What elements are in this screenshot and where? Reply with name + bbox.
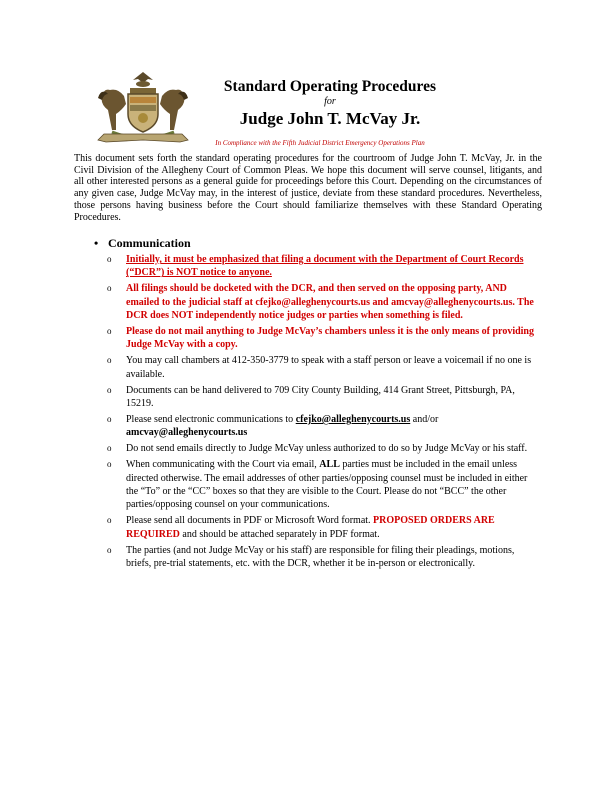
- title-for: for: [324, 96, 336, 107]
- circle-bullet-icon: o: [107, 443, 112, 454]
- title-block: [160, 78, 500, 129]
- circle-bullet-icon: o: [107, 355, 112, 366]
- item-text: The parties (and not Judge McVay or his staff) are responsible for filing their pleadings, motions, briefs, pre-trial statements, etc. with the DCR, whether it be in-person or electronically.: [126, 544, 515, 570]
- item-text: All filings should be docketed with the DCR, and then served on the opposing party, AND emailed to the judicial staff at cfejko@alleghenycourts.us and amcvay@alleghenycourts.us. The DCR does NOT independently notice judges or parties when something is filed.: [126, 283, 534, 322]
- item-text: and/or: [410, 413, 439, 425]
- item-text: You may call chambers at 412-350-3779 to speak with a staff person or leave a voicemail if no one is available.: [126, 355, 532, 380]
- item-text: Please send electronic communications to: [126, 413, 296, 425]
- item-text: When communicating with the Court via email,: [126, 459, 320, 471]
- list-item: [102, 544, 542, 571]
- item-text: and should be attached separately in PDF format.: [179, 528, 380, 540]
- compliance-note: In Compliance with the Fifth Judicial District Emergency Operations Plan: [215, 139, 425, 147]
- list-item: [102, 458, 542, 512]
- judge-name: Judge John T. McVay Jr.: [239, 109, 421, 128]
- circle-bullet-icon: o: [107, 413, 112, 424]
- section-title: Communication: [108, 236, 191, 250]
- circle-bullet-icon: o: [107, 544, 112, 555]
- circle-bullet-icon: o: [107, 254, 112, 264]
- email-link-amcvay[interactable]: amcvay@alleghenycourts.us: [126, 427, 248, 439]
- list-item: [102, 253, 542, 280]
- document-title: Standard Operating Procedures: [223, 78, 437, 95]
- intro-paragraph: This document sets forth the standard operating procedures for the courtroom of Judge John T. McVay, Jr. in the Civil Division of the Allegheny Court of Common Pleas. We hope this document will serve counsel, litigants, and all other interested persons as a general guide for proceedings before this Court. Depending on the circumstances of any given case, Judge McVay may, in the interest of justice, deviate from these standard procedures. Nevertheless, those persons having business before the Court should familiarize themselves with these Standard Operating Procedures.: [74, 153, 542, 223]
- list-item: [102, 514, 542, 541]
- bullet-icon: •: [94, 236, 99, 250]
- circle-bullet-icon: o: [107, 326, 112, 337]
- circle-bullet-icon: o: [107, 515, 112, 526]
- circle-bullet-icon: o: [107, 459, 112, 470]
- list-item: [102, 442, 542, 455]
- list-item: [102, 282, 542, 322]
- circle-bullet-icon: o: [107, 283, 112, 294]
- item-text: Please send all documents in PDF or Microsoft Word format.: [126, 515, 374, 527]
- list-item: [102, 325, 542, 352]
- item-text: Documents can be hand delivered to 709 City County Building, 414 Grant Street, Pittsburgh, PA, 15219.: [126, 384, 515, 410]
- communication-list: [102, 253, 542, 573]
- list-item: [102, 354, 542, 381]
- list-item: [102, 413, 542, 440]
- item-emphasis: PROPOSED ORDERS ARE REQUIRED: [126, 515, 495, 540]
- section-heading-communication: [94, 236, 191, 250]
- item-text: parties must be included in the email unless directed otherwise. The email addresses of other parties/opposing counsel must be included in either the “To” or the “CC” boxes so that they are visible to the Court. Please do not “BCC” the other parties/opposing counsel on your communications.: [126, 459, 528, 511]
- item-text: Initially, it must be emphasized that filing a document with the Department of Court Records (“DCR”) is NOT notice to anyone.: [126, 254, 524, 279]
- circle-bullet-icon: o: [107, 384, 112, 395]
- item-text: Please do not mail anything to Judge McVay’s chambers unless it is the only means of providing Judge McVay with a copy.: [126, 326, 534, 351]
- item-emphasis: ALL: [319, 459, 340, 471]
- item-text: Do not send emails directly to Judge McVay unless authorized to do so by Judge McVay or his staff.: [126, 443, 528, 455]
- email-link-cfejko[interactable]: cfejko@alleghenycourts.us: [295, 413, 411, 425]
- list-item: [102, 384, 542, 411]
